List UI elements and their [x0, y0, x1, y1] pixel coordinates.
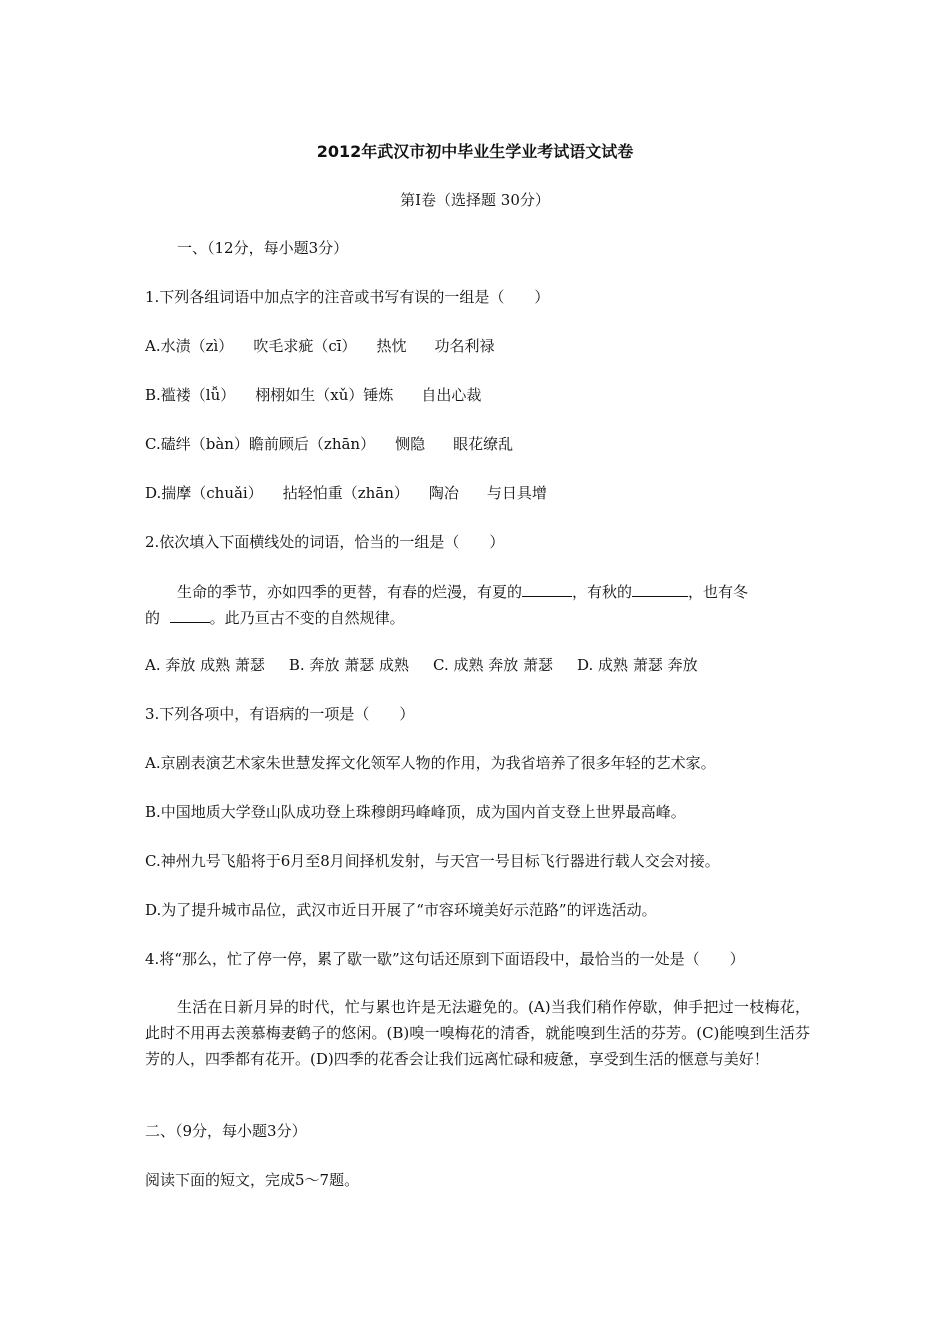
q2-option-b: B. 奔放 萧瑟 成熟 [288, 656, 410, 674]
q1-b-part2: 栩栩如生（xǔ）锤炼 [255, 386, 394, 404]
q1-c-part1: C.磕绊（bàn）瞻前顾后（zhān） [145, 435, 376, 453]
question-2-stem: 2.依次填入下面横线处的词语，恰当的一组是（ ） [145, 533, 505, 551]
question-3-option-d: D.为了提升城市品位，武汉市近日开展了“市容环境美好示范路”的评选活动。 [145, 901, 657, 919]
q1-d-part4: 与日具增 [486, 484, 547, 502]
q1-b-part3: 自出心裁 [421, 386, 482, 404]
q1-b-part1: B.褴褛（lǚ） [145, 386, 236, 404]
question-1-option-b [145, 384, 810, 406]
q1-d-part1: D.揣摩（chuǎi） [145, 484, 263, 502]
question-4-passage: 生活在日新月异的时代，忙与累也许是无法避免的。(A)当我们稍作停歇，伸手把过一枝梅花，此时不用再去羡慕梅妻鹤子的悠闲。(B)嗅一嗅梅花的清香，就能嗅到生活的芬芳。(C)能嗅到生活芬芳的人，四季都有花开。(D)四季的花香会让我们远离忙碌和疲惫，享受到生活的惬意与美好！ [145, 998, 810, 1068]
question-2-passage-line-2 [145, 606, 810, 629]
fill-blank-1 [522, 580, 572, 597]
q1-a-part2: 吹毛求疵（cī） [253, 337, 357, 355]
question-3-option-a: A.京剧表演艺术家朱世慧发挥文化领军人物的作用，为我省培养了很多年轻的艺术家。 [145, 754, 716, 772]
part-one-heading: 第Ⅰ卷（选择题 30分） [400, 191, 550, 209]
q1-a-part3: 热忱 [376, 337, 407, 355]
question-3-option-b: B.中国地质大学登山队成功登上珠穆朗玛峰峰顶，成为国内首支登上世界最高峰。 [145, 803, 686, 821]
question-1-option-c [145, 433, 810, 455]
q2-passage-text-3: ，也有冬 [688, 583, 749, 601]
q2-passage-text-1: 生命的季节，亦如四季的更替，有春的烂漫，有夏的 [177, 583, 523, 601]
q2-option-d: D. 成熟 萧瑟 奔放 [577, 656, 698, 674]
q1-d-part3: 陶冶 [428, 484, 459, 502]
reading-instructions: 阅读下面的短文，完成5～7题。 [145, 1171, 360, 1189]
question-1-option-a [145, 335, 810, 357]
section-one-heading: 一、（12分，每小题3分） [177, 239, 349, 257]
fill-blank-2 [632, 580, 688, 597]
fill-blank-3 [170, 606, 210, 623]
q1-c-part3: 眼花缭乱 [453, 435, 514, 453]
question-3-stem: 3.下列各项中，有语病的一项是（ ） [145, 705, 415, 723]
exam-title: 2012年武汉市初中毕业生学业考试语文试卷 [316, 142, 634, 161]
q2-option-a: A. 奔放 成熟 萧瑟 [145, 656, 265, 674]
q1-a-part1: A.水渍（zì） [145, 337, 234, 355]
q2-passage-text-5: 。此乃亘古不变的自然规律。 [209, 609, 405, 627]
section-two-heading: 二、（9分，每小题3分） [145, 1122, 307, 1140]
question-2-passage-line-1 [177, 580, 842, 603]
q1-d-part2: 拈轻怕重（zhān） [282, 484, 409, 502]
question-2-options [145, 654, 810, 676]
question-4-stem: 4.将“那么，忙了停一停，累了歇一歇”这句话还原到下面语段中，最恰当的一处是（ ） [145, 950, 745, 968]
q2-passage-text-2: ，有秋的 [572, 583, 633, 601]
q2-option-c: C. 成熟 奔放 萧瑟 [433, 656, 554, 674]
question-1-option-d [145, 482, 810, 504]
question-1-stem: 1.下列各组词语中加点字的注音或书写有误的一组是（ ） [145, 288, 550, 306]
question-3-option-c: C.神州九号飞船将于6月至8月间择机发射，与天宫一号目标飞行器进行载人交会对接。 [145, 852, 720, 870]
q2-passage-text-4: 的 [145, 609, 161, 627]
q1-a-part4: 功名利禄 [434, 337, 495, 355]
q1-c-part2: 恻隐 [395, 435, 426, 453]
